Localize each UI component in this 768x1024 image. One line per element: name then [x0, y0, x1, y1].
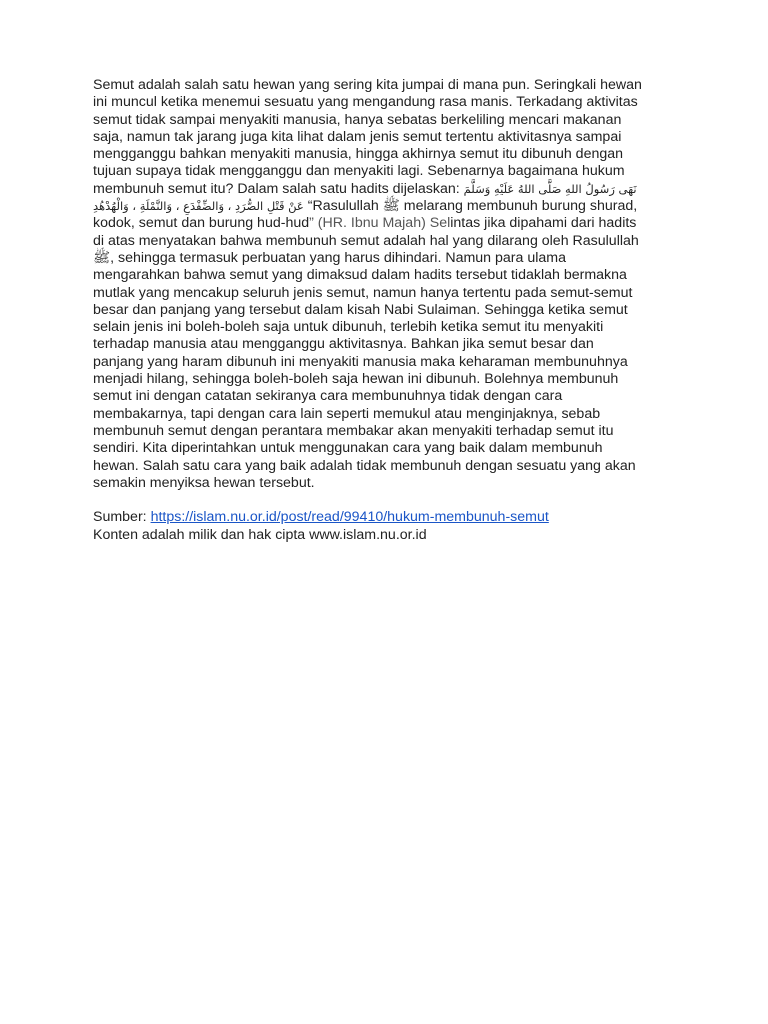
paragraph-line: ini muncul ketika menemui sesuatu yang mengandung rasa manis. Terkadang aktivitas — [93, 94, 638, 111]
hadith-arabic-part1: نَهَى رَسُولُ اللهِ صَلَّى اللهُ عَلَيْهِ وَسَلَّمَ — [463, 181, 637, 196]
hadith-intro-text: membunuh semut itu? Dalam salah satu hadits dijelaskan: — [93, 180, 464, 197]
hadith-translation-text: “Rasulullah ﷺ melarang membunuh burung shurad, — [307, 198, 638, 215]
paragraph-line: di atas menyatakan bahwa membunuh semut adalah hal yang dilarang oleh Rasulullah — [93, 232, 639, 249]
paragraph-line-citation — [93, 215, 673, 232]
paragraph-line: mutlak yang mencakup seluruh jenis semut, namun hanya tertentu pada semut-semut — [93, 284, 633, 301]
paragraph-line: Semut adalah salah satu hewan yang sering kita jumpai di mana pun. Seringkali hewan — [93, 77, 642, 93]
source-link[interactable]: https://islam.nu.or.id/post/read/99410/hukum-membunuh-semut — [150, 509, 549, 526]
paragraph-line: semakin menyiksa hewan tersebut. — [93, 474, 315, 491]
source-label: Sumber: — [93, 509, 151, 526]
paragraph-line: saja, namun tak jarang juga kita lihat dalam jenis semut tertentu aktivitasnya sampai — [93, 128, 622, 145]
paragraph-line: sendiri. Kita diperintahkan untuk menggunakan cara yang baik dalam membunuh — [93, 440, 603, 457]
paragraph-line: mengarahkan bahwa semut yang dimaksud dalam hadits tersebut tidaklah bermakna — [93, 267, 627, 284]
paragraph-line: mengganggu bahkan menyakiti manusia, hingga akhirnya semut itu dibunuh dengan — [93, 146, 624, 163]
paragraph-line: tujuan supaya tidak mengganggu dan menyakiti lagi. Sebenarnya bagaimana hukum — [93, 163, 625, 180]
paragraph-line: panjang yang haram dibunuh ini menyakiti manusia maka keharaman membunuhnya — [93, 353, 628, 370]
paragraph-line: membakarnya, tapi dengan cara lain seperti memukul atau menginjaknya, sebab — [93, 405, 601, 422]
paragraph-line: hewan. Salah satu cara yang baik adalah tidak membunuh dengan sesuatu yang akan — [93, 457, 636, 474]
copyright-line: Konten adalah milik dan hak cipta www.islam.nu.or.id — [93, 526, 427, 543]
paragraph-line: membunuh semut dengan perantara membakar akan menyakiti terhadap semut itu — [93, 422, 614, 439]
paragraph-line: selain jenis ini boleh-boleh saja untuk dibunuh, terlebih ketika semut itu menyakiti — [93, 319, 604, 336]
paragraph-line: menjadi hilang, sehingga boleh-boleh saja hewan ini dibunuh. Bolehnya membunuh — [93, 371, 619, 388]
paragraph-line: semut ini dengan catatan sekiranya cara membunuhnya tidak dengan cara — [93, 388, 563, 405]
paragraph-line: semut tidak sampai menyakiti manusia, hanya sebatas berkeliling mencari makanan — [93, 111, 622, 128]
paragraph-line: terhadap manusia atau mengganggu aktivitasnya. Bahkan jika semut besar dan — [93, 336, 594, 353]
source-line — [93, 509, 673, 526]
hadith-arabic-part2: عَنْ قَتْلِ الصُّرَدِ ، وَالضِّفْدَعِ ، وَالنَّمْلَةِ ، وَالْهُدْهُدِ — [93, 199, 304, 214]
paragraph-line: besar dan panjang yang tersebut dalam kisah Nabi Sulaiman. Sehingga ketika semut — [93, 301, 628, 318]
paragraph-line-hadith-intro — [93, 181, 673, 198]
citation-reference: ” (HR. Ibnu Majah) Sel — [309, 215, 451, 232]
citation-text-a: kodok, semut dan burung hud-hud — [93, 215, 310, 232]
article-body — [93, 77, 673, 544]
citation-text-b: intas jika dipahami dari hadits — [450, 215, 637, 232]
paragraph-line: ﷺ, sehingga termasuk perbuatan yang harus dihindari. Namun para ulama — [93, 249, 566, 266]
paragraph-line-hadith-translation — [93, 198, 673, 215]
paragraph-spacer — [93, 492, 673, 509]
